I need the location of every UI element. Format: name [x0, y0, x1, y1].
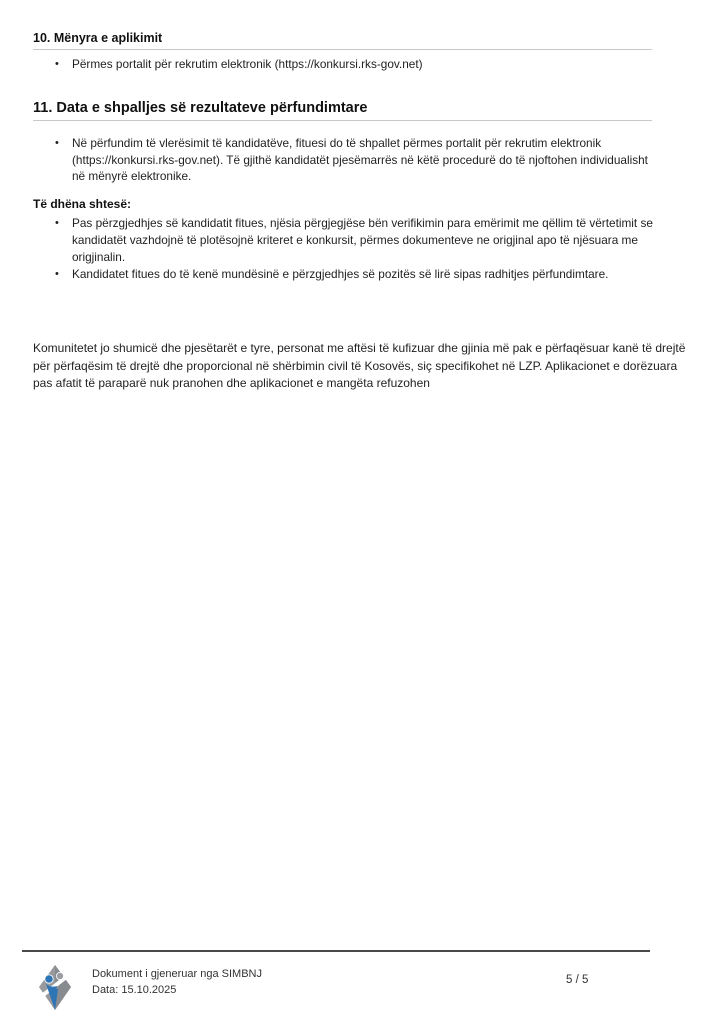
additional-info-heading: Të dhëna shtesë: — [33, 197, 132, 212]
additional-info-bullet-list — [33, 215, 663, 282]
footer-text-block — [92, 966, 262, 998]
bullet-text: Pas përzgjedhjes së kandidatit fitues, njësia përgjegjëse bën verifikimin para emërimit me qëllim të vërtetimit se kandidatët vazhdojnë të plotësojnë kriteret e konkursit, përmes dokumenteve ne origjinal apo të njësuara me origjinalin. — [72, 216, 653, 264]
bullet-icon: • — [55, 267, 59, 280]
footer-date: Data: 15.10.2025 — [92, 984, 177, 996]
bullet-text: Përmes portalit për rekrutim elektronik (https://konkursi.rks-gov.net) — [72, 57, 423, 71]
bullet-icon: • — [55, 136, 59, 149]
list-item — [33, 215, 663, 265]
list-item — [33, 266, 663, 283]
footer-generated-by: Dokument i gjeneruar nga SIMBNJ — [92, 968, 262, 980]
bullet-text: Kandidatet fitues do të kenë mundësinë e përzgjedhjes së pozitës së lirë sipas radhitjes përfundimtare. — [72, 266, 609, 281]
bullet-icon: • — [55, 58, 59, 70]
page-footer — [0, 948, 725, 1024]
list-item — [33, 56, 663, 73]
section-11-divider — [33, 120, 652, 121]
list-item — [33, 135, 663, 185]
closing-paragraph: Komunitetet jo shumicë dhe pjesëtarët e tyre, personat me aftësi të kufizuar dhe gjinia më pak e përfaqësuar kanë të drejtë për përfaqësim të drejtë dhe proporcional në shërbimin civil të Kosovës, siç specifikohet në LZP. Aplikacionet e dorëzuara pas afatit të paraparë nuk pranohen dhe aplikacionet e mangëta refuzohen — [33, 341, 686, 391]
section-11-heading: 11. Data e shpalljes së rezultateve përfundimtare — [33, 99, 368, 116]
section-10-bullet-list — [33, 56, 663, 73]
bullet-text: Në përfundim të vlerësimit të kandidatëve, fituesi do të shpallet përmes portalit për rekrutim elektronik (https://konkursi.rks-gov.net). Të gjithë kandidatët pjesëmarrës në këtë procedurë do të njoftohen individualisht në mënyrë elektronike. — [72, 135, 648, 184]
page-number: 5 / 5 — [566, 974, 589, 986]
section-10-divider — [33, 49, 652, 50]
section-11-bullet-list — [33, 135, 663, 185]
section-10-heading: 10. Mënyra e aplikimit — [33, 31, 163, 45]
footer-divider — [22, 950, 650, 952]
bullet-icon: • — [55, 217, 59, 230]
simbnj-logo-icon — [37, 964, 73, 1011]
document-content — [33, 31, 691, 393]
